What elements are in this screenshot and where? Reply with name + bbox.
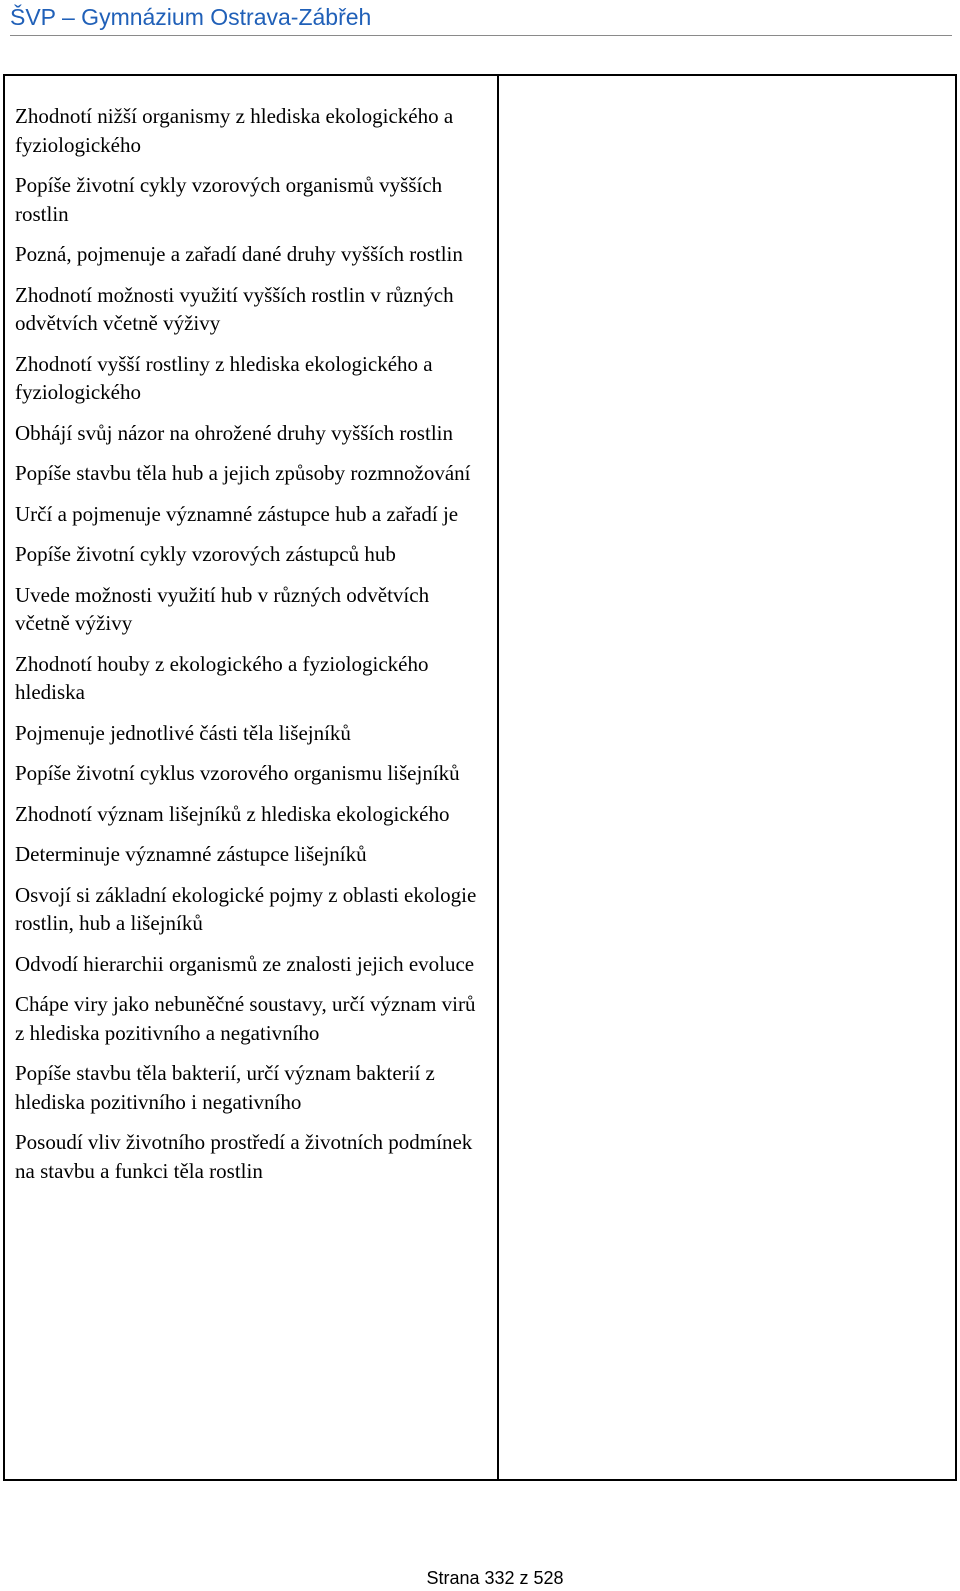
outcome-item: Odvodí hierarchii organismů ze znalosti jejich evoluce xyxy=(15,951,475,976)
outcome-item: Zhodnotí nižší organismy z hlediska ekologického a fyziologického xyxy=(15,104,454,157)
outcome-item: Určí a pojmenuje významné zástupce hub a zařadí je xyxy=(15,501,459,526)
outcome-item: Zhodnotí možnosti využití vyšších rostlin v různých odvětvích včetně výživy xyxy=(15,282,454,335)
outcome-item: Popíše stavbu těla bakterií, určí význam bakterií z hlediska pozitivního i negativního xyxy=(15,1061,435,1114)
curriculum-cell xyxy=(498,75,956,1480)
outcome-item: Osvojí si základní ekologické pojmy z oblasti ekologie rostlin, hub a lišejníků xyxy=(15,882,477,935)
page-number: Strana 332 z 528 xyxy=(426,1568,564,1588)
header-divider xyxy=(10,35,952,36)
outcome-item: Popíše životní cyklus vzorového organismu lišejníků xyxy=(15,761,460,785)
curriculum-table xyxy=(3,74,957,1481)
outcome-item: Determinuje významné zástupce lišejníků xyxy=(15,842,367,866)
outcome-item: Zhodnotí houby z ekologického a fyziologického hlediska xyxy=(15,651,429,704)
outcomes-cell xyxy=(4,75,498,1480)
outcome-item: Popíše životní cykly vzorových organismů vyšších rostlin xyxy=(15,173,443,226)
outcome-item: Obhájí svůj názor na ohrožené druhy vyšších rostlin xyxy=(15,420,453,445)
table-row xyxy=(4,75,956,1480)
document-header: ŠVP – Gymnázium Ostrava-Zábřeh xyxy=(10,4,372,30)
outcome-item: Chápe viry jako nebuněčné soustavy, určí význam virů z hlediska pozitivního a negativního xyxy=(15,992,476,1045)
outcome-item: Zhodnotí vyšší rostliny z hlediska ekologického a fyziologického xyxy=(15,351,433,404)
outcome-item: Popíše stavbu těla hub a jejich způsoby rozmnožování xyxy=(15,461,471,485)
outcome-item: Popíše životní cykly vzorových zástupců hub xyxy=(15,542,396,566)
outcome-item: Pojmenuje jednotlivé části těla lišejníků xyxy=(15,720,351,745)
outcome-item: Posoudí vliv životního prostředí a životních podmínek na stavbu a funkci těla rostlin xyxy=(15,1130,473,1183)
outcome-item: Zhodnotí význam lišejníků z hlediska ekologického xyxy=(15,801,450,826)
outcome-item: Pozná, pojmenuje a zařadí dané druhy vyšších rostlin xyxy=(15,242,463,266)
outcome-item: Uvede možnosti využití hub v různých odvětvích včetně výživy xyxy=(15,582,430,635)
